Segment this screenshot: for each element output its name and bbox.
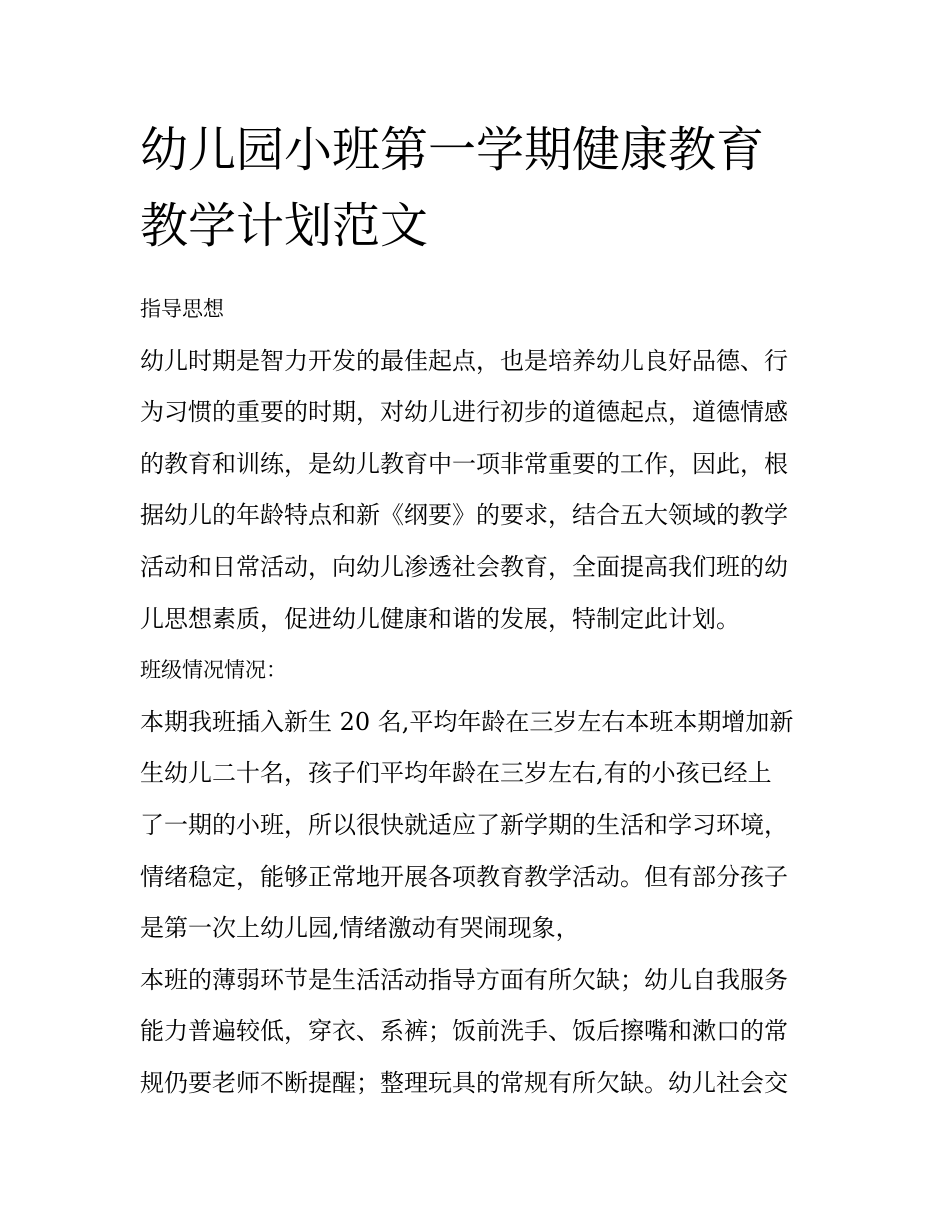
paragraph-line: 为习惯的重要的时期，对幼儿进行初步的道德起点，道德情感 xyxy=(140,398,788,427)
title-line: 幼儿园小班第一学期健康教育 xyxy=(140,122,765,178)
paragraph-line: 本期我班插入新生 20 名,平均年龄在三岁左右本班本期增加新 xyxy=(140,707,794,736)
paragraph-line: 的教育和训练，是幼儿教育中一项非常重要的工作，因此，根 xyxy=(140,449,788,478)
paragraph-line: 了一期的小班，所以很快就适应了新学期的生活和学习环境， xyxy=(140,810,788,839)
document-page xyxy=(140,112,815,1110)
section-guiding-thought xyxy=(140,284,815,645)
section-heading: 班级情况情况： xyxy=(140,658,287,683)
paragraph-line: 据幼儿的年龄特点和新《纲要》的要求，结合五大领域的教学 xyxy=(140,501,788,530)
paragraph-line: 生幼儿二十名，孩子们平均年龄在三岁左右,有的小孩已经上 xyxy=(140,759,772,788)
section-heading: 指导思想 xyxy=(140,297,224,321)
paragraph-line: 活动和日常活动，向幼儿渗透社会教育，全面提高我们班的幼 xyxy=(140,552,788,581)
paragraph-line: 本班的薄弱环节是生活活动指导方面有所欠缺；幼儿自我服务 xyxy=(140,965,788,994)
paragraph-line: 能力普遍较低，穿衣、系裤；饭前洗手、饭后擦嘴和漱口的常 xyxy=(140,1017,788,1046)
section-class-situation xyxy=(140,645,815,1109)
paragraph-line: 儿思想素质，促进幼儿健康和谐的发展，特制定此计划。 xyxy=(140,604,740,633)
paragraph-line: 是第一次上幼儿园,情绪激动有哭闹现象， xyxy=(140,914,580,943)
document-title xyxy=(140,112,815,264)
paragraph-line: 幼儿时期是智力开发的最佳起点，也是培养幼儿良好品德、行 xyxy=(140,346,788,375)
paragraph-line: 情绪稳定，能够正常地开展各项教育教学活动。但有部分孩子 xyxy=(140,862,788,891)
paragraph-line: 规仍要老师不断提醒；整理玩具的常规有所欠缺。幼儿社会交 xyxy=(140,1068,788,1097)
title-line: 教学计划范文 xyxy=(140,198,429,254)
